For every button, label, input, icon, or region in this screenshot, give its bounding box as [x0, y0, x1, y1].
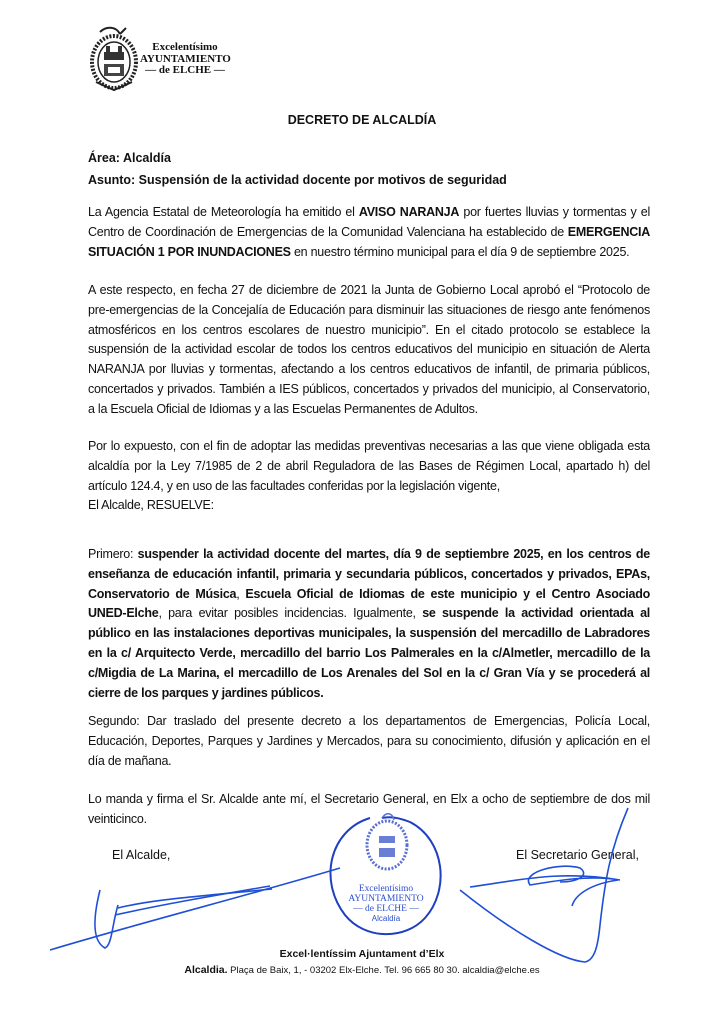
org-line-2: AYUNTAMIENTO — [140, 52, 231, 65]
organization-name — [140, 42, 230, 77]
paragraph-signing-statement: Lo manda y firma el Sr. Alcalde ante mí, el Secretario General, en Elx a ocho de septiembre de dos mil veinticinco. — [88, 792, 650, 826]
aviso-naranja: AVISO NARANJA — [358, 205, 460, 219]
mayor-signature-label: El Alcalde, — [112, 848, 171, 862]
area-line: Área: Alcaldía — [88, 151, 171, 165]
secretary-signature-label: El Secretario General, — [516, 848, 639, 862]
paragraph-warning: La Agencia Estatal de Meteorología ha emitido el AVISO NARANJA por fuertes lluvias y tormentas y el Centro de Coordinación de Emergencias de la Comunidad Valenciana ha establecido de EMERGENCIA SITUACIÓN 1 POR INUNDACIONES en nuestro término municipal para el día 9 de septiembre 2025. — [88, 205, 650, 259]
subject-line: Asunto: Suspensión de la actividad docente por motivos de seguridad — [88, 173, 507, 187]
paragraph-legal-basis: Por lo expuesto, con el fin de adoptar las medidas preventivas necesarias a las que viene obligada esta alcaldía por la Ley 7/1985 de 2 de abril Reguladora de las Bases de Régimen Local, apartado h) del artículo 124.4, y en uso de las facultades conferidas por la legislación vigente, — [88, 439, 650, 493]
paragraph-protocol: A este respecto, en fecha 27 de diciembre de 2021 la Junta de Gobierno Local aprobó el “Protocolo de pre-emergencias de la Concejalía de Educación para disminuir las situaciones de riesgo ante fenómenos atmosféricos en los centros escolares de nuestro municipio”. En el citado protocolo se establece la suspensión de la actividad escolar de todos los centros educativos del municipio en situación de Alerta NARANJA por lluvias y tormentas, afectando a los centros educativos de infantil, de primaria públicos, concertados y privados. También a IES públicos, concertados y privados del municipio, al Conservatorio, a la Escuela Oficial de Idiomas y a las Escuelas Permanentes de Adultos. — [88, 283, 650, 416]
paragraph-resolves: El Alcalde, RESUELVE: — [88, 498, 214, 512]
footer-address: Plaça de Baix, 1, - 03202 Elx-Elche. Tel. 96 665 80 30. alcaldia@elche.es — [227, 965, 540, 976]
paragraph-second-resolution: Segundo: Dar traslado del presente decreto a los departamentos de Emergencias, Policía Local, Educación, Deportes, Parques y Jardines y Mercados, para su conocimiento, difusión y aplicación en el día de mañana. — [88, 714, 650, 768]
org-line-3: — de ELCHE — — [145, 64, 225, 76]
mayor-signature — [50, 868, 340, 950]
city-coat-of-arms-icon — [86, 24, 142, 94]
secretary-signature — [460, 808, 628, 962]
footer-contact: Alcaldia. Plaça de Baix, 1, - 03202 Elx-Elche. Tel. 96 665 80 30. alcaldia@elche.es — [184, 964, 540, 976]
document-title: DECRETO DE ALCALDÍA — [287, 113, 437, 127]
footer-institution: Excel·lentíssim Ajuntament d’Elx — [279, 948, 445, 960]
emergency-level: EMERGENCIA SITUACIÓN 1 POR INUNDACIONES — [88, 224, 650, 259]
org-line-1: Excelentísimo — [152, 41, 218, 53]
stamp-text: Excelentísimo AYUNTAMIENTO — de ELCHE — Alcaldía — [348, 884, 424, 923]
paragraph-first-resolution: Primero: suspender la actividad docente del martes, día 9 de septiembre 2025, en los centros de enseñanza de educación infantil, primaria y secundaria públicos, concertados y privados, EPAs, Conservatorio de Música, Escuela Oficial de Idiomas de este municipio y el Centro Asociado UNED-Elche, para evitar posibles incidencias. Igualmente, se suspende la actividad orientada al público en las instalaciones deportivas municipales, la suspensión del mercadillo de Labradores en la c/ Arquitecto Verde, mercadillo del barrio Los Palmerales en la c/Almetler, mercadillo de la c/Migdia de La Marina, el mercadillo de Los Arenales del Sol en la c/ Gran Vía y se procederá al cierre de los parques y jardines públicos. — [88, 547, 651, 700]
